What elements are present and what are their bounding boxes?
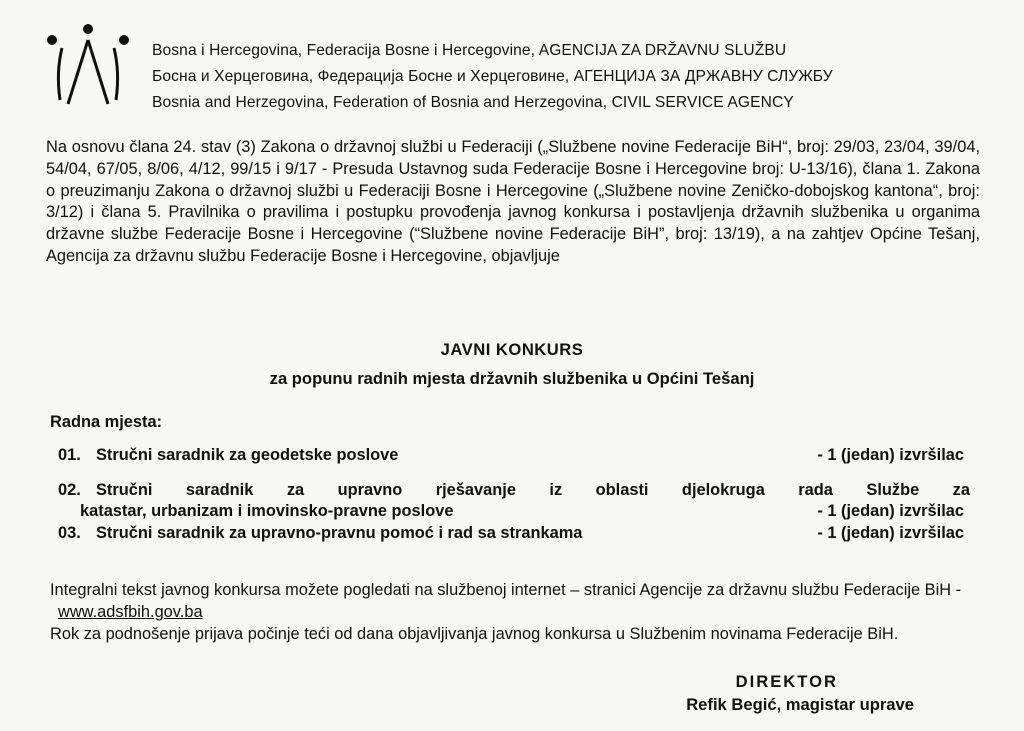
announcement-title: JAVNI KONKURS <box>440 340 584 359</box>
position-title: Stručni saradnik za upravno-pravnu pomoć i rad sa strankama <box>96 524 583 542</box>
position-item <box>58 480 970 522</box>
header-line-english: Bosnia and Herzegovina, Federation of Bosnia and Herzegovina, CIVIL SERVICE AGENCY <box>152 94 794 111</box>
position-number: 03. <box>58 524 81 542</box>
position-title: Stručni saradnik za geodetske poslove <box>96 446 399 464</box>
agency-website-link[interactable]: www.adsfbih.gov.ba <box>58 602 203 621</box>
agency-header <box>152 38 1012 116</box>
footer-notes <box>50 580 980 645</box>
position-number: 02. <box>58 481 81 499</box>
position-count: - 1 (jedan) izvršilac <box>817 446 964 464</box>
announcement-subtitle: za popunu radnih mjesta državnih službenika u Općini Tešanj <box>269 369 755 388</box>
position-count: - 1 (jedan) izvršilac <box>817 524 964 542</box>
deadline-notice: Rok za podnošenje prijava počinje teći od dana objavljivanja javnog konkursa u Službenim novinama Federacije BiH. <box>50 624 899 643</box>
position-number: 01. <box>58 446 81 464</box>
positions-label: Radna mjesta: <box>50 413 163 431</box>
position-title-continued: katastar, urbanizam i imovinsko-pravne poslove <box>80 502 454 520</box>
position-item <box>58 445 970 466</box>
agency-logo-icon <box>40 22 136 112</box>
full-text-notice: Integralni tekst javnog konkursa možete pogledati na službenoj internet – stranici Agencije za državnu službu Federacije BiH - <box>50 581 962 599</box>
position-count: - 1 (jedan) izvršilac <box>817 502 964 520</box>
header-line-latin: Bosna i Hercegovina, Federacija Bosne i Hercegovine, AGENCIJA ZA DRŽAVNU SLUŽBU <box>152 42 787 59</box>
signature-name: Refik Begić, magistar uprave <box>686 695 914 714</box>
header-line-cyrillic: Босна и Херцеговина, Федерација Босне и Херцеговине, АГЕНЦИЈА ЗА ДРЖАВНУ СЛУЖБУ <box>152 68 833 85</box>
legal-basis-paragraph: Na osnovu člana 24. stav (3) Zakona o državnoj službi u Federaciji („Službene novine Federacije BiH“, broj: 29/03, 23/04, 39/04, 54/04, 67/05, 8/06, 4/12, 99/15 i 9/17 - Presuda Ustavnog suda Federacije Bosne i Hercegovine broj: U-13/16), člana 1. Zakona o preuzimanju Zakona o državnoj službi u Federaciji Bosne i Hercegovine („Službene novine Zeničko-dobojskog kantona“, broj: 3/12) i člana 5. Pravilnika o pravilima i postupku provođenja javnog konkursa i postavljenja državnih službenika u organima državne službe Federacije Bosne i Hercegovine (“Službene novine Federacije BiH”, broj: 13/19), a na zahtjev Općine Tešanj, Agencija za državnu službu Federacije Bosne i Hercegovine, objavljuje <box>46 138 980 265</box>
position-title: Stručni saradnik za upravno rješavanje iz oblasti djelokruga rada Službe za <box>96 481 970 499</box>
position-item <box>58 523 970 544</box>
signature-title: DIREKTOR <box>735 672 838 691</box>
